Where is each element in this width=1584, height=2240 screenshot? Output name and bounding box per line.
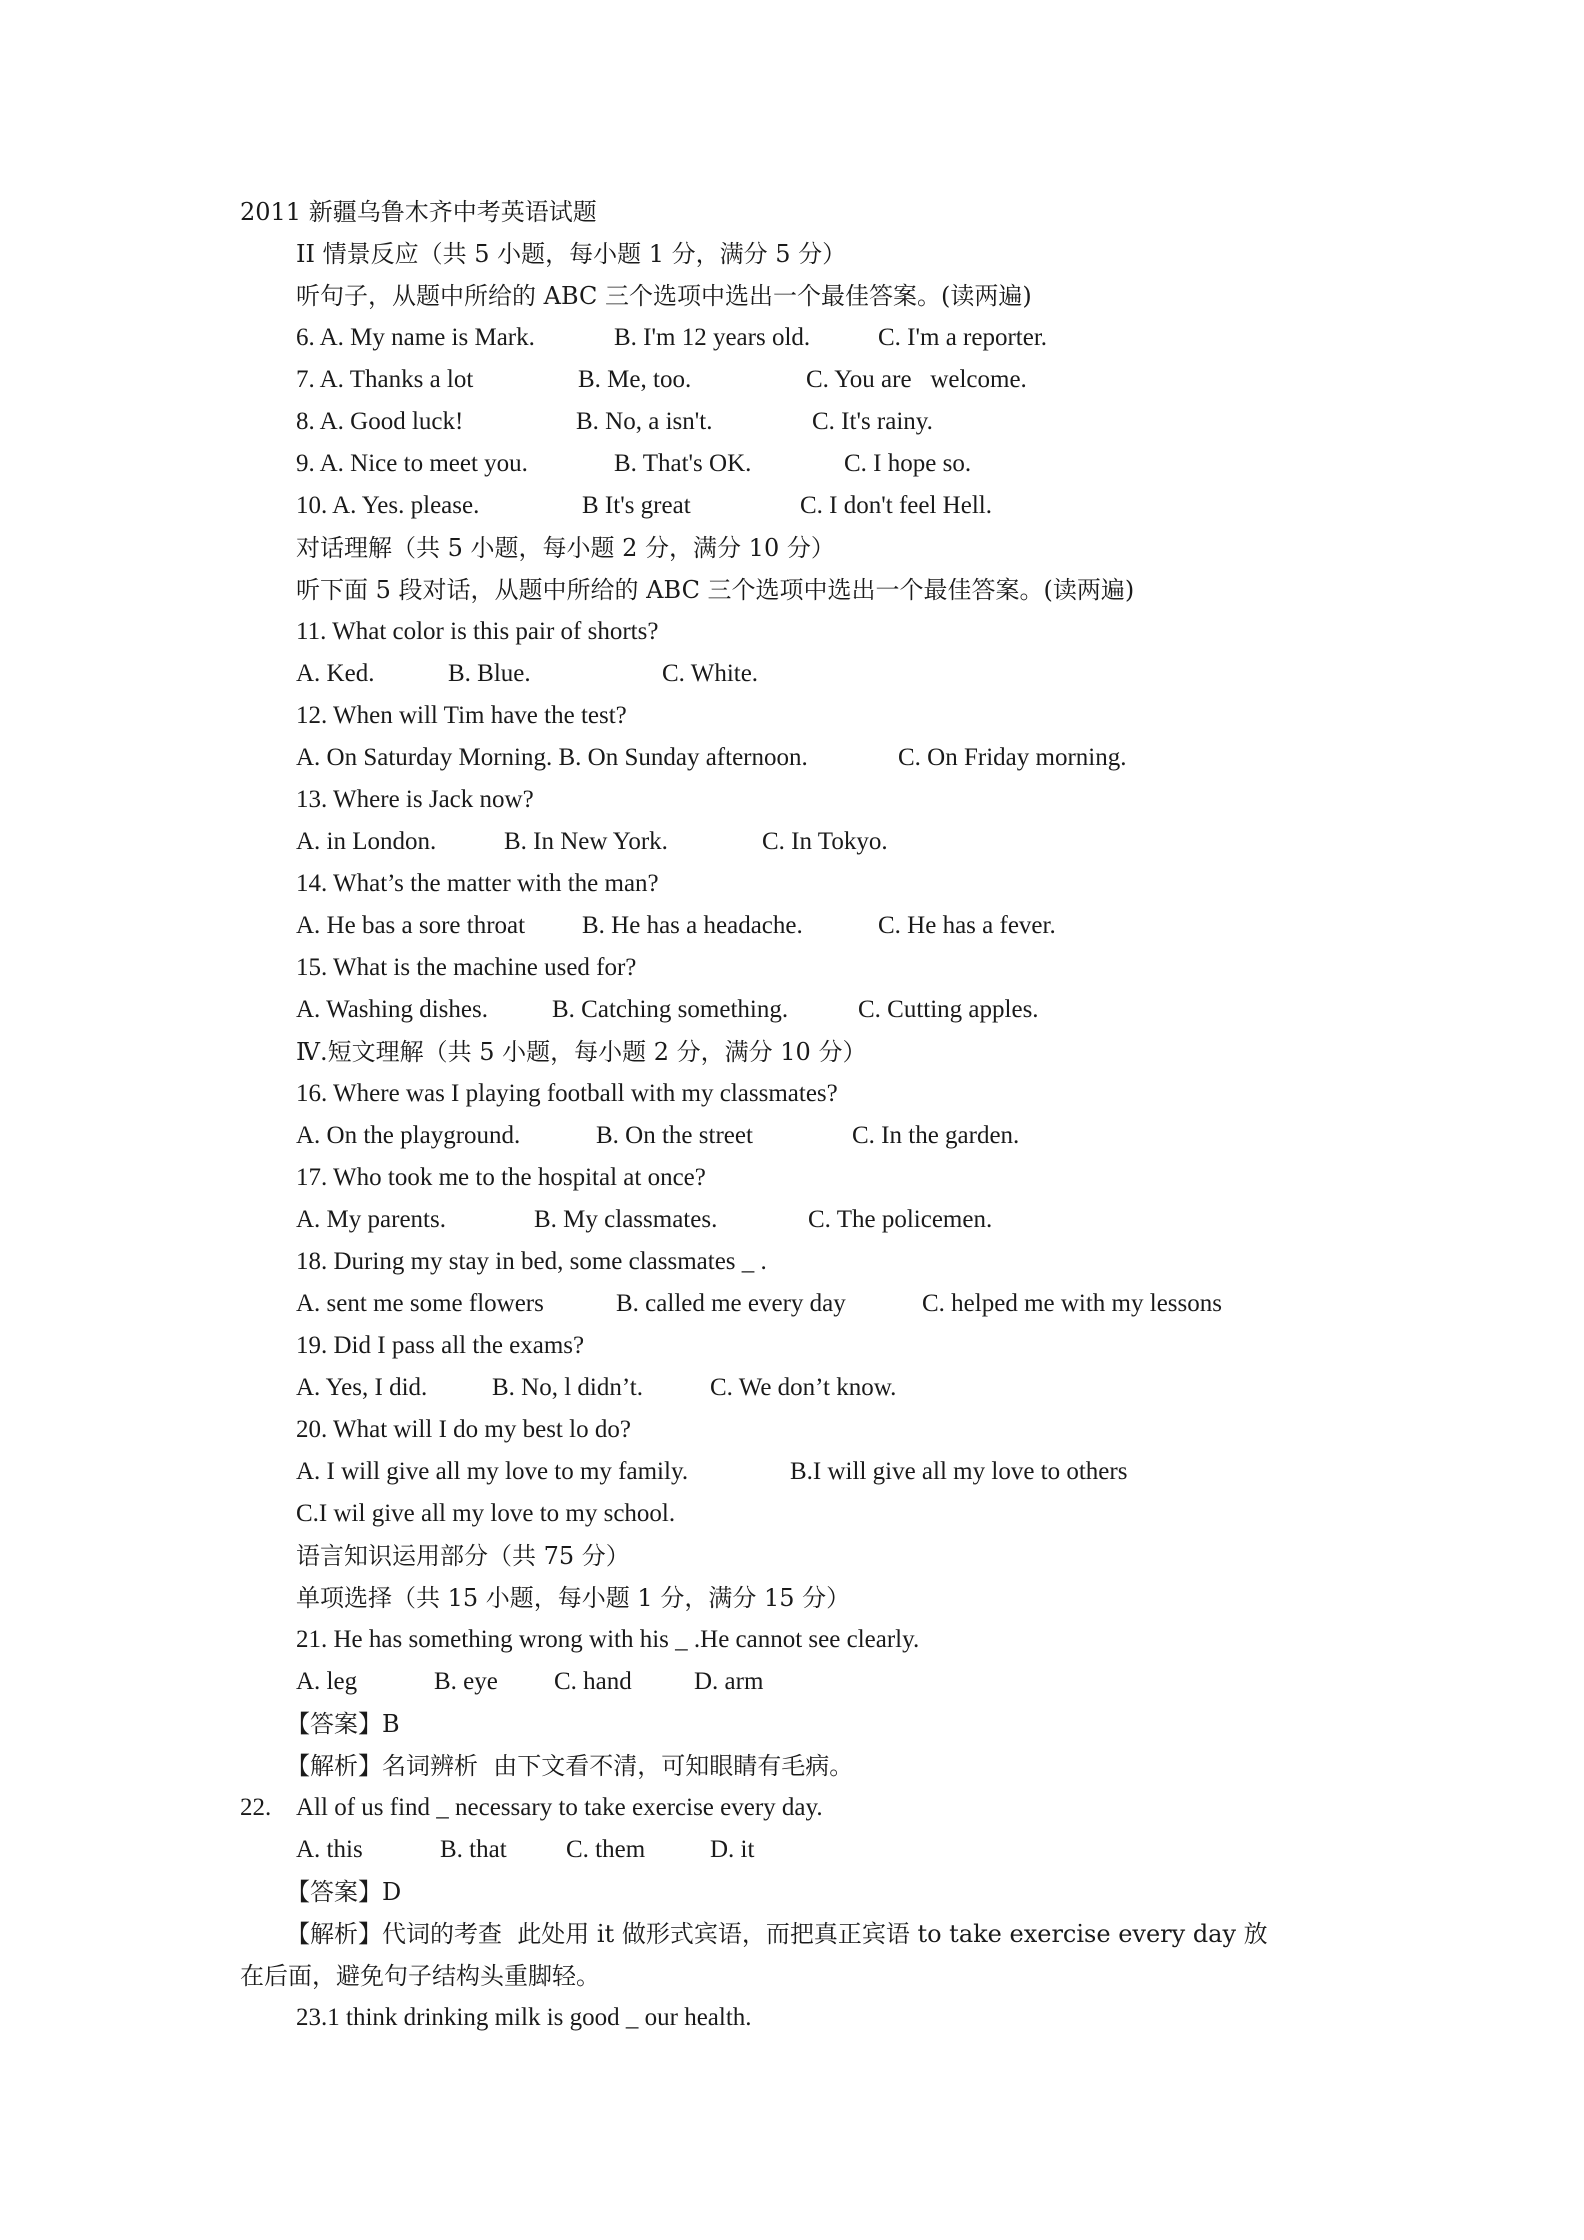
q16-opts-option-1: B. On the street [596,1122,753,1149]
q15-opts-option-0: A. Washing dishes. [296,996,488,1023]
q18-opts-option-0: A. sent me some flowers [296,1290,544,1317]
q11-opts-option-2: C. White. [662,660,759,687]
q12-opts-option-1: C. On Friday morning. [898,744,1127,771]
line-sec2-heading: II 情景反应（共 5 小题，每小题 1 分，满分 5 分） [296,240,847,268]
q13-opts-option-2: C. In Tokyo. [762,828,888,855]
q21-opts-option-0: A. leg [296,1668,358,1695]
q21-opts-option-3: D. arm [694,1668,764,1695]
q9-option-2: C. I hope so. [844,450,972,477]
line-single-heading: 单项选择（共 15 小题，每小题 1 分，满分 15 分） [296,1584,851,1612]
q6-option-2: C. I'm a reporter. [878,324,1048,351]
q13-opts-option-0: A. in London. [296,828,437,855]
q9-option-0: 9. A. Nice to meet you. [296,450,528,477]
q16-opts-option-0: A. On the playground. [296,1122,521,1149]
page-title: 2011 新疆乌鲁木齐中考英语试题 [240,198,597,226]
line-q22-analysis1: 【解析】代词的考查 此处用 it 做形式宾语，而把真正宾语 to take exercise every day 放 [286,1920,1268,1948]
q10-option-2: C. I don't feel Hell. [800,492,992,519]
line-q15: 15. What is the machine used for? [296,954,637,981]
line-q13: 13. Where is Jack now? [296,786,534,813]
line-q12: 12. When will Tim have the test? [296,702,627,729]
line-q20-optc: C.I wil give all my love to my school. [296,1500,676,1527]
q16-opts-option-2: C. In the garden. [852,1122,1020,1149]
line-q22-analysis2: 在后面，避免句子结构头重脚轻。 [240,1962,600,1990]
line-q23: 23.1 think drinking milk is good _ our health. [296,2004,752,2031]
q10-option-1: B It's great [582,492,691,519]
q14-opts-option-0: A. He bas a sore throat [296,912,526,939]
q7-option-2: C. You are welcome. [806,366,1027,393]
line-q20: 20. What will I do my best lo do? [296,1416,631,1443]
q21-opts-option-1: B. eye [434,1668,498,1695]
q12-opts-option-0: A. On Saturday Morning. B. On Sunday afternoon. [296,744,808,771]
q22-opts-option-1: B. that [440,1836,507,1863]
q11-opts-option-0: A. Ked. [296,660,375,687]
q18-opts-option-1: B. called me every day [616,1290,846,1317]
q20-opts-option-0: A. I will give all my love to my family. [296,1458,689,1485]
line-q22-answer: 【答案】D [286,1878,402,1906]
q6-option-1: B. I'm 12 years old. [614,324,811,351]
line-q14: 14. What’s the matter with the man? [296,870,659,897]
q22-option-1: All of us find _ necessary to take exercise every day. [296,1794,823,1821]
q6-option-0: 6. A. My name is Mark. [296,324,535,351]
q14-opts-option-1: B. He has a headache. [582,912,803,939]
line-sec2-instr: 听句子，从题中所给的 ABC 三个选项中选出一个最佳答案。(读两遍) [296,282,1032,310]
q19-opts-option-0: A. Yes, I did. [296,1374,428,1401]
q10-option-0: 10. A. Yes. please. [296,492,480,519]
line-sec4-heading: Ⅳ.短文理解（共 5 小题，每小题 2 分，满分 10 分） [296,1038,867,1066]
line-part2-heading: 语言知识运用部分（共 75 分） [296,1542,630,1570]
line-sec3-heading: 对话理解（共 5 小题，每小题 2 分，满分 10 分） [296,534,835,562]
q22-opts-option-0: A. this [296,1836,363,1863]
q18-opts-option-2: C. helped me with my lessons [922,1290,1222,1317]
q17-opts-option-1: B. My classmates. [534,1206,718,1233]
q22-opts-option-2: C. them [566,1836,646,1863]
line-q11: 11. What color is this pair of shorts? [296,618,659,645]
q8-option-1: B. No, a isn't. [576,408,713,435]
q9-option-1: B. That's OK. [614,450,752,477]
q17-opts-option-0: A. My parents. [296,1206,446,1233]
q19-opts-option-2: C. We don’t know. [710,1374,897,1401]
line-q21: 21. He has something wrong with his _ .He cannot see clearly. [296,1626,920,1653]
line-q21-analysis: 【解析】名词辨析 由下文看不清，可知眼睛有毛病。 [286,1752,854,1780]
line-q18: 18. During my stay in bed, some classmates _ . [296,1248,767,1275]
line-q21-answer: 【答案】B [286,1710,400,1738]
line-q19: 19. Did I pass all the exams? [296,1332,585,1359]
q7-option-1: B. Me, too. [578,366,692,393]
q22-option-0: 22. [240,1794,272,1821]
q17-opts-option-2: C. The policemen. [808,1206,993,1233]
line-sec3-instr: 听下面 5 段对话，从题中所给的 ABC 三个选项中选出一个最佳答案。(读两遍) [296,576,1135,604]
q8-option-0: 8. A. Good luck! [296,408,464,435]
q20-opts-option-1: B.I will give all my love to others [790,1458,1128,1485]
q19-opts-option-1: B. No, l didn’t. [492,1374,643,1401]
q21-opts-option-2: C. hand [554,1668,632,1695]
q14-opts-option-2: C. He has a fever. [878,912,1056,939]
q15-opts-option-1: B. Catching something. [552,996,789,1023]
q7-option-0: 7. A. Thanks a lot [296,366,474,393]
q15-opts-option-2: C. Cutting apples. [858,996,1039,1023]
q11-opts-option-1: B. Blue. [448,660,531,687]
q22-opts-option-3: D. it [710,1836,755,1863]
line-q17: 17. Who took me to the hospital at once? [296,1164,706,1191]
q8-option-2: C. It's rainy. [812,408,933,435]
line-q16: 16. Where was I playing football with my classmates? [296,1080,838,1107]
q13-opts-option-1: B. In New York. [504,828,668,855]
